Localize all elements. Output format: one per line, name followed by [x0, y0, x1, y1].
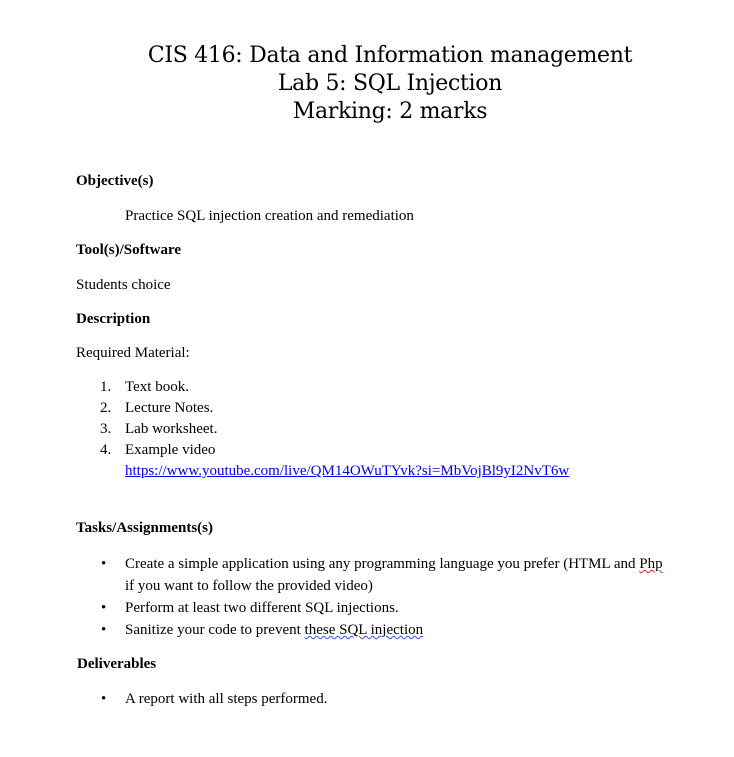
- list-item: [0, 597, 663, 619]
- list-number: 2.: [100, 400, 112, 416]
- bullet-icon: •: [101, 556, 107, 572]
- task-2-text: Perform at least two different SQL injections.: [125, 600, 399, 616]
- list-item: [0, 398, 569, 419]
- list-item-link-row: [0, 461, 569, 482]
- bullet-icon: •: [101, 622, 107, 638]
- marking-text: Marking: 2 marks: [292, 99, 488, 124]
- tasks-list: [0, 553, 663, 641]
- tasks-heading: Tasks/Assignments(s): [76, 520, 213, 536]
- list-item: [0, 377, 569, 398]
- objectives-text: Practice SQL injection creation and remediation: [125, 208, 414, 224]
- list-item-text: Text book.: [125, 379, 189, 395]
- list-item: [0, 419, 569, 440]
- task-3-end: these SQL injection: [304, 622, 424, 638]
- deliverable-1-text: A report with all steps performed.: [125, 691, 328, 707]
- required-material-list: [0, 377, 569, 482]
- task-1-line-2: if you want to follow the provided video): [125, 578, 373, 594]
- list-item-text: Lecture Notes.: [125, 400, 214, 416]
- list-number: 3.: [100, 421, 112, 437]
- task-1-line-1: Create a simple application using any programming language you prefer (HTML and: [125, 556, 640, 572]
- list-item-text: Example video: [125, 442, 216, 458]
- task-1-php: Php: [639, 556, 663, 572]
- deliverables-list: [0, 689, 327, 710]
- list-item: [0, 440, 569, 461]
- required-material-label: Required Material:: [76, 345, 190, 361]
- tools-heading: Tool(s)/Software: [76, 242, 181, 258]
- list-number: 1.: [100, 379, 112, 395]
- list-number: 4.: [100, 442, 112, 458]
- task-3-start: Sanitize your code to prevent: [125, 622, 305, 638]
- description-heading: Description: [76, 311, 151, 327]
- deliverables-heading: Deliverables: [77, 656, 157, 672]
- list-item-continuation: [0, 575, 663, 597]
- video-link[interactable]: https://www.youtube.com/live/QM14OWuTYvk?si=MbVojBl9yI2NvT6w: [125, 463, 570, 479]
- course-title: CIS 416: Data and Information management: [147, 43, 633, 68]
- list-item: [0, 689, 327, 710]
- objectives-heading: Objective(s): [76, 173, 154, 189]
- list-item: [0, 553, 663, 575]
- title-block: [0, 42, 734, 126]
- bullet-icon: •: [101, 691, 107, 707]
- lab-title: Lab 5: SQL Injection: [277, 71, 503, 96]
- tools-text: Students choice: [76, 277, 171, 293]
- list-item: [0, 619, 663, 641]
- list-item-text: Lab worksheet.: [125, 421, 218, 437]
- bullet-icon: •: [101, 600, 107, 616]
